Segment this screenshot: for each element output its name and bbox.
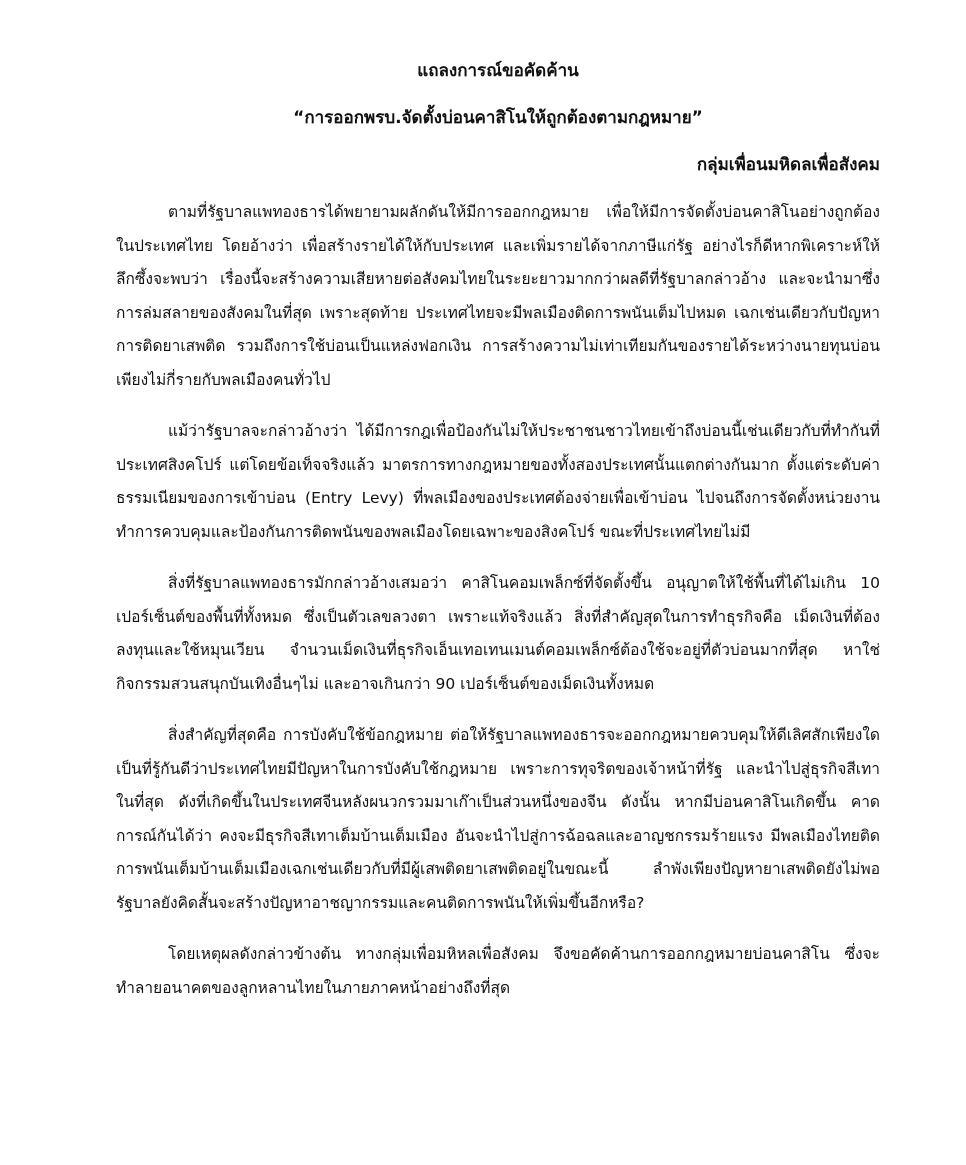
document-author: กลุ่มเพื่อนมหิดลเพื่อสังคม [696,155,880,175]
document-subtitle: “การออกพรบ.จัดตั้งบ่อนคาสิโนให้ถูกต้องตามกฎหมาย” [293,108,703,128]
paragraph-2: แม้ว่ารัฐบาลจะกล่าวอ้างว่า ได้มีการกฎเพื่อป้องกันไม่ให้ประชาชนชาวไทยเข้าถึงบ่อนนี้เช่นเดียวกับที่ทำกันที่ประเทศสิงคโปร์ แต่โดยข้อเท็จจริงแล้ว มาตรการทางกฎหมายของทั้งสองประเทศนั้นแตกต่างกันมาก ตั้งแต่ระดับค่าธรรมเนียมของการเข้าบ่อน (Entry Levy) ที่พลเมืองของประเทศต้องจ่ายเพื่อเข้าบ่อน ไปจนถึงการจัดตั้งหน่วยงานทำการควบคุมและป้องกันการติดพนันของพลเมืองโดยเฉพาะของสิงคโปร์ ขณะที่ประเทศไทยไม่มี [116,422,880,541]
paragraph-4: สิ่งสำคัญที่สุดคือ การบังคับใช้ข้อกฎหมาย ต่อให้รัฐบาลแพทองธารจะออกกฎหมายควบคุมให้ดีเลิศสักเพียงใด เป็นที่รู้กันดีว่าประเทศไทยมีปัญหาในการบังคับใช้กฎหมาย เพราะการทุจริตของเจ้าหน้าที่รัฐ และนำไปสู่ธุรกิจสีเทาในที่สุด ดังที่เกิดขึ้นในประเทศจีนหลังผนวกรวมมาเก๊าเป็นส่วนหนึ่งของจีน ดังนั้น หากมีบ่อนคาสิโนเกิดขึ้น คาดการณ์กันได้ว่า คงจะมีธุรกิจสีเทาเต็มบ้านเต็มเมือง อันจะนำไปสู่การฉ้อฉลและอาญชกรรมร้ายแรง มีพลเมืองไทยติดการพนันเต็มบ้านเต็มเมืองเฉกเช่นเดียวกับที่มีผู้เสพติดยาเสพติดอยู่ในขณะนี้ ลำพังเพียงปัญหายาเสพติดยังไม่พอ รัฐบาลยังคิดสั้นจะสร้างปัญหาอาชญากรรมและคนติดการพนันให้เพิ่มขึ้นอีกหรือ? [116,726,880,912]
paragraph-1: ตามที่รัฐบาลแพทองธารได้พยายามผลักดันให้มีการออกกฎหมาย เพื่อให้มีการจัดตั้งบ่อนคาสิโนอย่างถูกต้องในประเทศไทย โดยอ้างว่า เพื่อสร้างรายได้ให้กับประเทศ และเพิ่มรายได้จากภาษีแก่รัฐ อย่างไรก็ดีหากพิเคราะห์ให้ลึกซึ้งจะพบว่า เรื่องนี้จะสร้างความเสียหายต่อสังคมไทยในระยะยาวมากกว่าผลดีที่รัฐบาลกล่าวอ้าง และจะนำมาซึ่งการล่มสลายของสังคมในที่สุด เพราะสุดท้าย ประเทศไทยจะมีพลเมืองติดการพนันเต็มไปหมด เฉกเช่นเดียวกับปัญหาการติดยาเสพติด รวมถึงการใช้บ่อนเป็นแหล่งฟอกเงิน การสร้างความไม่เท่าเทียมกันของรายได้ระหว่างนายทุนบ่อนเพียงไม่กี่รายกับพลเมืองคนทั่วไป [116,203,880,389]
document-title: แถลงการณ์ขอคัดค้าน [417,61,579,81]
document-body [116,196,880,1005]
paragraph-5: โดยเหตุผลดังกล่าวข้างต้น ทางกลุ่มเพื่อมหิหลเพื่อสังคม จึงขอคัดค้านการออกกฎหมายบ่อนคาสิโน ซึ่งจะทำลายอนาคตของลูกหลานไทยในภายภาคหน้าอย่างถึงที่สุด [116,945,880,997]
paragraph-3: สิ่งที่รัฐบาลแพทองธารมักกล่าวอ้างเสมอว่า คาสิโนคอมเพล็กซ์ที่จัดตั้งขึ้น อนุญาตให้ใช้พื้นที่ได้ไม่เกิน 10 เปอร์เซ็นต์ของพื้นที่ทั้งหมด ซึ่งเป็นตัวเลขลวงตา เพราะแท้จริงแล้ว สิ่งที่สำคัญสุดในการทำธุรกิจคือ เม็ดเงินที่ต้องลงทุนและใช้หมุนเวียน จำนวนเม็ดเงินที่ธุรกิจเอ็นเทอเทนเมนต์คอมเพล็กซ์ต้องใช้จะอยู่ที่ตัวบ่อนมากที่สุด หาใช่กิจกรรมสวนสนุกบันเทิงอื่นๆไม่ และอาจเกินกว่า 90 เปอร์เซ็นต์ของเม็ดเงินทั้งหมด [116,574,880,693]
